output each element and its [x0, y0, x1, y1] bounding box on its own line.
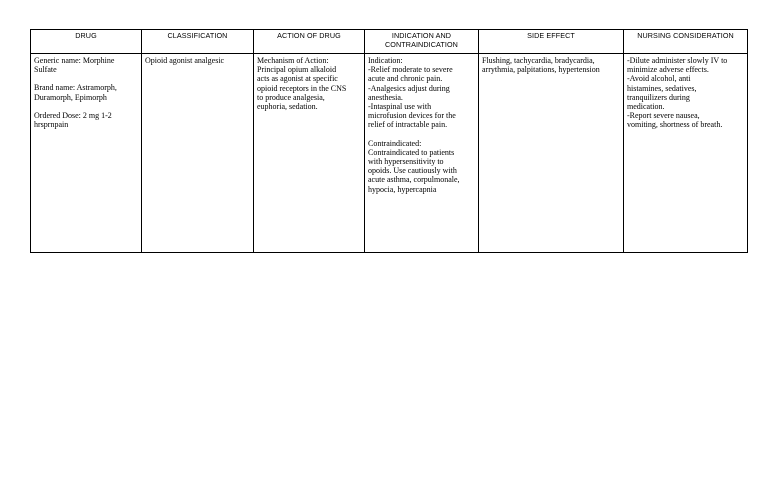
header-action: ACTION OF DRUG: [254, 30, 365, 54]
header-classification: CLASSIFICATION: [142, 30, 254, 54]
generic-name: Generic name: Morphine Sulfate: [34, 56, 115, 75]
contraindication-text: Contraindicated: Contraindicated to patients with hypersensitivity to opoids. Use cautiously with acute asthma, corpulmonale, hypocia, hypercapnia: [368, 138, 460, 194]
indication-text: Indication: -Relief moderate to severe acute and chronic pain. -Analgesics adjust during anesthesia. -Intaspinal use with microfusion devices for the relief of intractable pain.: [368, 56, 456, 130]
brand-name: Brand name: Astramorph, Duramorph, Epimorph: [34, 83, 117, 102]
header-drug: DRUG: [31, 30, 142, 54]
nursing-consideration-text: -Dilute administer slowly IV to minimize adverse effects. -Avoid alcohol, anti histamines, sedatives, tranquilizers during medication. -Report severe nausea, vomiting, shortness of breath.: [627, 56, 728, 130]
ordered-dose: Ordered Dose: 2 mg 1-2 hrsprnpain: [34, 110, 112, 130]
indication-cell: [365, 54, 479, 253]
header-indication: INDICATION AND CONTRAINDICATION: [365, 30, 479, 54]
nursing-consideration-cell: [624, 54, 748, 253]
header-nursing-consideration: NURSING CONSIDERATION: [624, 30, 748, 54]
side-effect-cell: [479, 54, 624, 253]
table-row: [31, 54, 748, 253]
side-effect-text: Flushing, tachycardia, bradycardia, arrythmia, palpitations, hypertension: [482, 56, 600, 75]
header-side-effect: SIDE EFFECT: [479, 30, 624, 54]
action-text: Mechanism of Action: Principal opium alkaloid acts as agonist at specific opioid receptors in the CNS to produce analgesia, euphoria, sedation.: [257, 56, 347, 112]
header-row: [31, 30, 748, 54]
classification-cell: [142, 54, 254, 253]
drug-cell: [31, 54, 142, 253]
classification-text: Opioid agonist analgesic: [145, 56, 225, 65]
drug-study-table: [30, 29, 748, 253]
action-cell: [254, 54, 365, 253]
